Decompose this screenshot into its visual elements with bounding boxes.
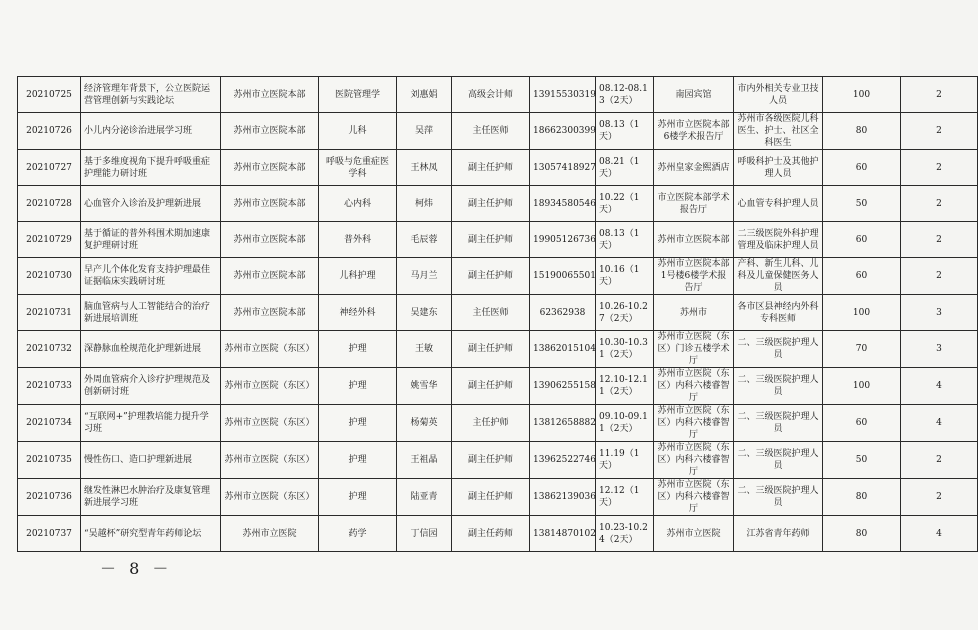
- cell-credit: 2: [901, 150, 978, 186]
- cell-department: 药学: [319, 516, 397, 552]
- table-row: [18, 479, 978, 516]
- cell-organizer: 苏州市立医院本部: [221, 222, 319, 258]
- cell-venue: 苏州市立医院（东区）内科六楼睿智厅: [654, 442, 734, 479]
- cell-venue: 苏州市立医院（东区）内科六楼睿智厅: [654, 368, 734, 405]
- cell-audience: 江苏省青年药师: [734, 516, 823, 552]
- table-row: [18, 113, 978, 150]
- cell-phone: 13962522746: [530, 442, 596, 479]
- cell-job-title: 副主任药师: [452, 516, 530, 552]
- cell-job-title: 高级会计师: [452, 77, 530, 113]
- cell-phone: 13814870102: [530, 516, 596, 552]
- cell-job-title: 主任护师: [452, 405, 530, 442]
- cell-code: 20210730: [18, 258, 81, 295]
- cell-organizer: 苏州市立医院（东区）: [221, 331, 319, 368]
- cell-date: 12.12（1天）: [596, 479, 654, 516]
- cell-code: 20210732: [18, 331, 81, 368]
- cell-course-name: 心血管介入诊治及护理新进展: [81, 186, 221, 222]
- cell-credit: 2: [901, 186, 978, 222]
- cell-department: 护理: [319, 405, 397, 442]
- cell-credit: 2: [901, 258, 978, 295]
- cell-credit: 4: [901, 368, 978, 405]
- cell-phone: 13057418927: [530, 150, 596, 186]
- cell-credit: 2: [901, 77, 978, 113]
- cell-code: 20210729: [18, 222, 81, 258]
- cell-person-in-charge: 马月兰: [397, 258, 452, 295]
- cell-phone: 13812658882: [530, 405, 596, 442]
- cell-course-name: 早产儿个体化发育支持护理最佳证据临床实践研讨班: [81, 258, 221, 295]
- cell-person-in-charge: 丁信园: [397, 516, 452, 552]
- cell-organizer: 苏州市立医院（东区）: [221, 368, 319, 405]
- cell-code: 20210737: [18, 516, 81, 552]
- cell-participant-count: 80: [823, 516, 901, 552]
- cell-organizer: 苏州市立医院本部: [221, 258, 319, 295]
- cell-credit: 2: [901, 222, 978, 258]
- cell-phone: 13906255158: [530, 368, 596, 405]
- cell-department: 护理: [319, 479, 397, 516]
- cell-course-name: 基于循证的普外科围术期加速康复护理研讨班: [81, 222, 221, 258]
- cell-organizer: 苏州市立医院本部: [221, 113, 319, 150]
- cell-organizer: 苏州市立医院本部: [221, 77, 319, 113]
- cell-department: 儿科护理: [319, 258, 397, 295]
- cell-person-in-charge: 柯炜: [397, 186, 452, 222]
- cell-credit: 2: [901, 442, 978, 479]
- cell-job-title: 副主任护师: [452, 222, 530, 258]
- table-row: [18, 516, 978, 552]
- cell-code: 20210733: [18, 368, 81, 405]
- cell-job-title: 副主任护师: [452, 258, 530, 295]
- cell-organizer: 苏州市立医院本部: [221, 295, 319, 331]
- cell-person-in-charge: 王祖晶: [397, 442, 452, 479]
- cell-venue: 苏州市立医院本部: [654, 222, 734, 258]
- cell-job-title: 主任医师: [452, 113, 530, 150]
- table-row: [18, 186, 978, 222]
- cell-venue: 苏州皇家金熙酒店: [654, 150, 734, 186]
- table-row: [18, 331, 978, 368]
- cell-credit: 2: [901, 113, 978, 150]
- cell-audience: 呼吸科护士及其他护理人员: [734, 150, 823, 186]
- cell-venue: 苏州市立医院本部1号楼6楼学术报告厅: [654, 258, 734, 295]
- cell-course-name: 深静脉血栓规范化护理新进展: [81, 331, 221, 368]
- cell-job-title: 副主任护师: [452, 186, 530, 222]
- cell-date: 08.13（1天）: [596, 113, 654, 150]
- cell-venue: 苏州市立医院（东区）内科六楼睿智厅: [654, 479, 734, 516]
- cell-audience: 市内外相关专业卫技人员: [734, 77, 823, 113]
- cell-venue: 苏州市立医院本部6楼学术报告厅: [654, 113, 734, 150]
- cell-audience: 二、三级医院护理人员: [734, 368, 823, 405]
- cell-person-in-charge: 杨菊英: [397, 405, 452, 442]
- cell-venue: 苏州市: [654, 295, 734, 331]
- cell-person-in-charge: 陆亚青: [397, 479, 452, 516]
- cell-department: 呼吸与危重症医学科: [319, 150, 397, 186]
- cell-course-name: “吴越杯”研究型青年药师论坛: [81, 516, 221, 552]
- cell-department: 护理: [319, 442, 397, 479]
- cell-venue: 南园宾馆: [654, 77, 734, 113]
- cell-phone: 13862015104: [530, 331, 596, 368]
- cell-participant-count: 60: [823, 258, 901, 295]
- cell-participant-count: 70: [823, 331, 901, 368]
- cell-course-name: 外周血管病介入诊疗护理规范及创新研讨班: [81, 368, 221, 405]
- cell-course-name: 脑血管病与人工智能结合的治疗新进展培训班: [81, 295, 221, 331]
- cell-department: 医院管理学: [319, 77, 397, 113]
- cell-venue: 苏州市立医院: [654, 516, 734, 552]
- cell-participant-count: 50: [823, 442, 901, 479]
- cell-date: 12.10-12.11（2天）: [596, 368, 654, 405]
- cell-audience: 二、三级医院护理人员: [734, 331, 823, 368]
- cell-job-title: 副主任护师: [452, 331, 530, 368]
- cell-participant-count: 100: [823, 295, 901, 331]
- cell-phone: 13915530319: [530, 77, 596, 113]
- cell-department: 心内科: [319, 186, 397, 222]
- cell-person-in-charge: 吴建东: [397, 295, 452, 331]
- table-row: [18, 222, 978, 258]
- cell-date: 10.30-10.31（2天）: [596, 331, 654, 368]
- cell-code: 20210727: [18, 150, 81, 186]
- cell-credit: 2: [901, 479, 978, 516]
- cell-date: 09.10-09.11（2天）: [596, 405, 654, 442]
- cell-course-name: 基于多维度视角下提升呼吸重症护理能力研讨班: [81, 150, 221, 186]
- cell-person-in-charge: 王敏: [397, 331, 452, 368]
- cell-job-title: 副主任护师: [452, 368, 530, 405]
- cell-participant-count: 50: [823, 186, 901, 222]
- cell-credit: 4: [901, 516, 978, 552]
- cell-phone: 19905126736: [530, 222, 596, 258]
- cell-course-name: 经济管理年背景下，公立医院运营管理创新与实践论坛: [81, 77, 221, 113]
- cell-venue: 苏州市立医院（东区）门诊五楼学术厅: [654, 331, 734, 368]
- cell-audience: 二、三级医院护理人员: [734, 442, 823, 479]
- table-row: [18, 295, 978, 331]
- cell-audience: 苏州市各级医院儿科医生、护士、社区全科医生: [734, 113, 823, 150]
- cell-date: 10.22（1天）: [596, 186, 654, 222]
- cell-audience: 二、三级医院护理人员: [734, 479, 823, 516]
- cell-organizer: 苏州市立医院本部: [221, 150, 319, 186]
- cell-code: 20210735: [18, 442, 81, 479]
- cell-phone: 18934580546: [530, 186, 596, 222]
- cell-department: 儿科: [319, 113, 397, 150]
- table-body: [18, 77, 978, 552]
- cell-date: 08.13（1天）: [596, 222, 654, 258]
- cell-audience: 二三级医院外科护理管理及临床护理人员: [734, 222, 823, 258]
- cell-date: 08.12-08.13（2天）: [596, 77, 654, 113]
- cell-job-title: 副主任护师: [452, 442, 530, 479]
- cell-phone: 18662300399: [530, 113, 596, 150]
- cell-date: 11.19（1天）: [596, 442, 654, 479]
- cell-participant-count: 60: [823, 150, 901, 186]
- cell-code: 20210728: [18, 186, 81, 222]
- cell-code: 20210725: [18, 77, 81, 113]
- table-row: [18, 368, 978, 405]
- cell-course-name: “互联网+”护理教培能力提升学习班: [81, 405, 221, 442]
- cell-department: 神经外科: [319, 295, 397, 331]
- cell-organizer: 苏州市立医院本部: [221, 186, 319, 222]
- cell-person-in-charge: 毛辰蓉: [397, 222, 452, 258]
- cell-organizer: 苏州市立医院: [221, 516, 319, 552]
- cell-venue: 苏州市立医院（东区）内科六楼睿智厅: [654, 405, 734, 442]
- cell-phone: 13862139036: [530, 479, 596, 516]
- cell-job-title: 副主任护师: [452, 479, 530, 516]
- cell-participant-count: 60: [823, 405, 901, 442]
- cell-participant-count: 100: [823, 368, 901, 405]
- cell-job-title: 副主任护师: [452, 150, 530, 186]
- cell-job-title: 主任医师: [452, 295, 530, 331]
- cell-course-name: 继发性淋巴水肿治疗及康复管理新进展学习班: [81, 479, 221, 516]
- cell-audience: 产科、新生儿科、儿科及儿童保健医务人员: [734, 258, 823, 295]
- cell-course-name: 小儿内分泌诊治进展学习班: [81, 113, 221, 150]
- cell-audience: 各市区县神经内外科专科医师: [734, 295, 823, 331]
- table-row: [18, 258, 978, 295]
- course-table: [17, 76, 978, 552]
- cell-person-in-charge: 吴萍: [397, 113, 452, 150]
- table-row: [18, 150, 978, 186]
- cell-code: 20210726: [18, 113, 81, 150]
- cell-audience: 二、三级医院护理人员: [734, 405, 823, 442]
- cell-phone: 62362938: [530, 295, 596, 331]
- cell-course-name: 慢性伤口、造口护理新进展: [81, 442, 221, 479]
- cell-department: 普外科: [319, 222, 397, 258]
- cell-date: 10.16（1天）: [596, 258, 654, 295]
- cell-credit: 4: [901, 405, 978, 442]
- cell-date: 08.21（1天）: [596, 150, 654, 186]
- table-row: [18, 405, 978, 442]
- cell-code: 20210736: [18, 479, 81, 516]
- table-row: [18, 77, 978, 113]
- page-number: － 8 －: [100, 559, 173, 578]
- cell-audience: 心血管专科护理人员: [734, 186, 823, 222]
- cell-organizer: 苏州市立医院（东区）: [221, 479, 319, 516]
- cell-date: 10.26-10.27（2天）: [596, 295, 654, 331]
- cell-date: 10.23-10.24（2天）: [596, 516, 654, 552]
- cell-phone: 15190065501: [530, 258, 596, 295]
- cell-person-in-charge: 刘惠娟: [397, 77, 452, 113]
- cell-credit: 3: [901, 331, 978, 368]
- cell-department: 护理: [319, 331, 397, 368]
- cell-code: 20210731: [18, 295, 81, 331]
- cell-department: 护理: [319, 368, 397, 405]
- cell-venue: 市立医院本部学术报告厅: [654, 186, 734, 222]
- cell-participant-count: 60: [823, 222, 901, 258]
- cell-participant-count: 100: [823, 77, 901, 113]
- cell-participant-count: 80: [823, 113, 901, 150]
- cell-credit: 3: [901, 295, 978, 331]
- cell-participant-count: 80: [823, 479, 901, 516]
- table-row: [18, 442, 978, 479]
- cell-person-in-charge: 王林凤: [397, 150, 452, 186]
- cell-organizer: 苏州市立医院（东区）: [221, 442, 319, 479]
- cell-code: 20210734: [18, 405, 81, 442]
- cell-organizer: 苏州市立医院（东区）: [221, 405, 319, 442]
- cell-person-in-charge: 姚雪华: [397, 368, 452, 405]
